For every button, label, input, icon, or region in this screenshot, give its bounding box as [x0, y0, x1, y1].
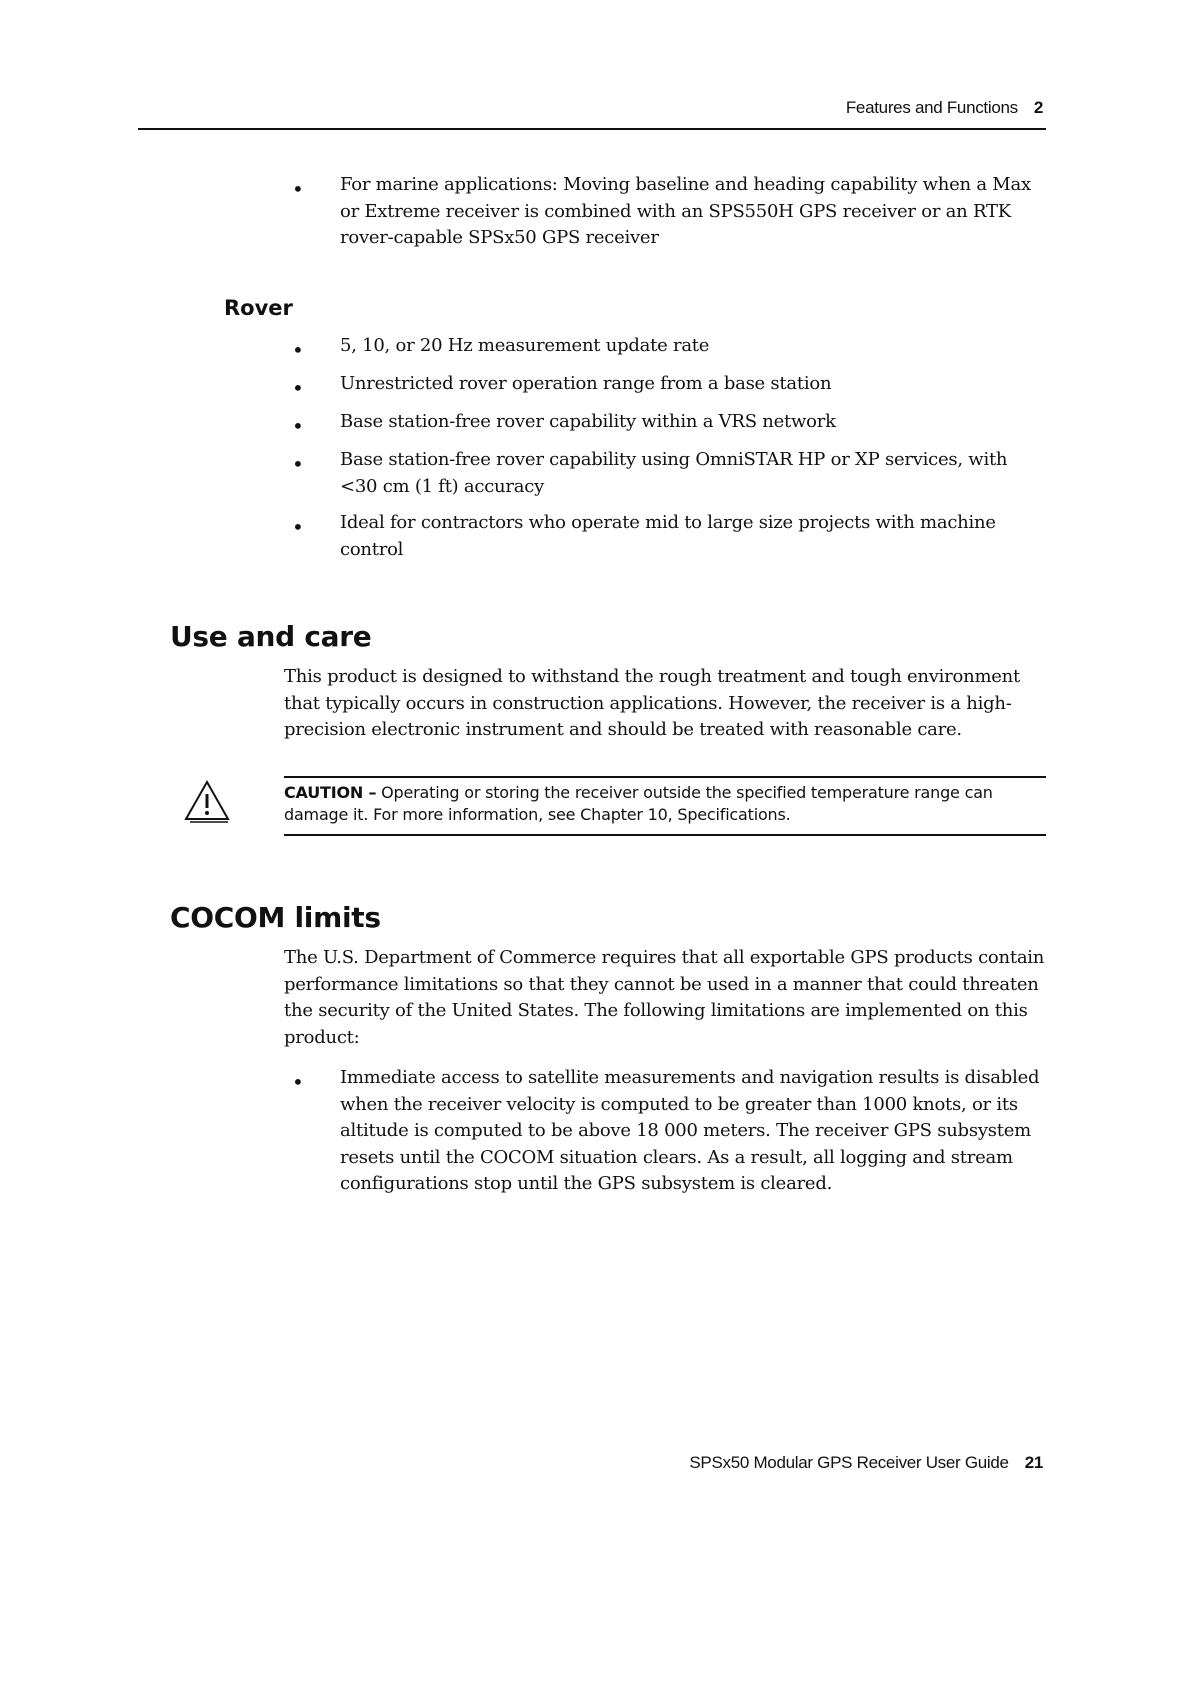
page-number: 21	[1024, 1453, 1043, 1472]
header-rule	[138, 128, 1046, 130]
list-item: Immediate access to satellite measurements and navigation results is disabled when the receiver velocity is computed to be greater than 1000 knots, or its altitude is computed to be above 18 000 meters. The receiver GPS subsystem resets until the COCOM situation clears. As a result, all logging and stream configurations stop until the GPS subsystem is cleared.	[340, 1067, 1040, 1194]
list-item: For marine applications: Moving baseline and heading capability when a Max or Extreme receiver is combined with an SPS550H GPS receiver or an RTK rover-capable SPSx50 GPS receiver	[340, 174, 1031, 248]
footer-guide-title: SPSx50 Modular GPS Receiver User Guide	[689, 1453, 1009, 1472]
list-item: Base station-free rover capability using OmniSTAR HP or XP services, with <30 cm (1 ft) accuracy	[340, 449, 1008, 497]
chapter-number: 2	[1033, 98, 1043, 117]
caution-label: CAUTION –	[284, 783, 377, 802]
bullet-marker: •	[292, 177, 304, 201]
caution-top-rule	[284, 776, 1046, 778]
list-item: Base station-free rover capability within a VRS network	[340, 411, 836, 432]
header-title: Features and Functions	[845, 98, 1018, 117]
cocom-paragraph: The U.S. Department of Commerce requires that all exportable GPS products contain performance limitations so that they cannot be used in a manner that could threaten the security of the United States. The following limitations are implemented on this product:	[284, 947, 1045, 1048]
rover-heading: Rover	[224, 296, 293, 320]
bullet-marker: •	[292, 1070, 304, 1094]
list-item: 5, 10, or 20 Hz measurement update rate	[340, 335, 710, 356]
bullet-marker: •	[292, 376, 304, 400]
caution-message: Operating or storing the receiver outside the specified temperature range can damage it. For more information, see Chapter 10, Specifications.	[284, 783, 993, 824]
bullet-marker: •	[292, 515, 304, 539]
use-and-care-heading: Use and care	[170, 620, 372, 653]
bullet-marker: •	[292, 338, 304, 362]
cocom-heading: COCOM limits	[170, 901, 381, 934]
bullet-marker: •	[292, 452, 304, 476]
warning-triangle-icon	[182, 778, 232, 824]
running-footer	[689, 1453, 1043, 1473]
caution-text	[284, 782, 1054, 826]
bullet-marker: •	[292, 414, 304, 438]
running-header	[846, 98, 1043, 118]
use-and-care-paragraph: This product is designed to withstand the rough treatment and tough environment that typically occurs in construction applications. However, the receiver is a high-precision electronic instrument and should be treated with reasonable care.	[284, 666, 1021, 740]
caution-bottom-rule	[284, 834, 1046, 836]
list-item: Unrestricted rover operation range from a base station	[340, 373, 832, 394]
list-item: Ideal for contractors who operate mid to large size projects with machine control	[340, 512, 996, 560]
